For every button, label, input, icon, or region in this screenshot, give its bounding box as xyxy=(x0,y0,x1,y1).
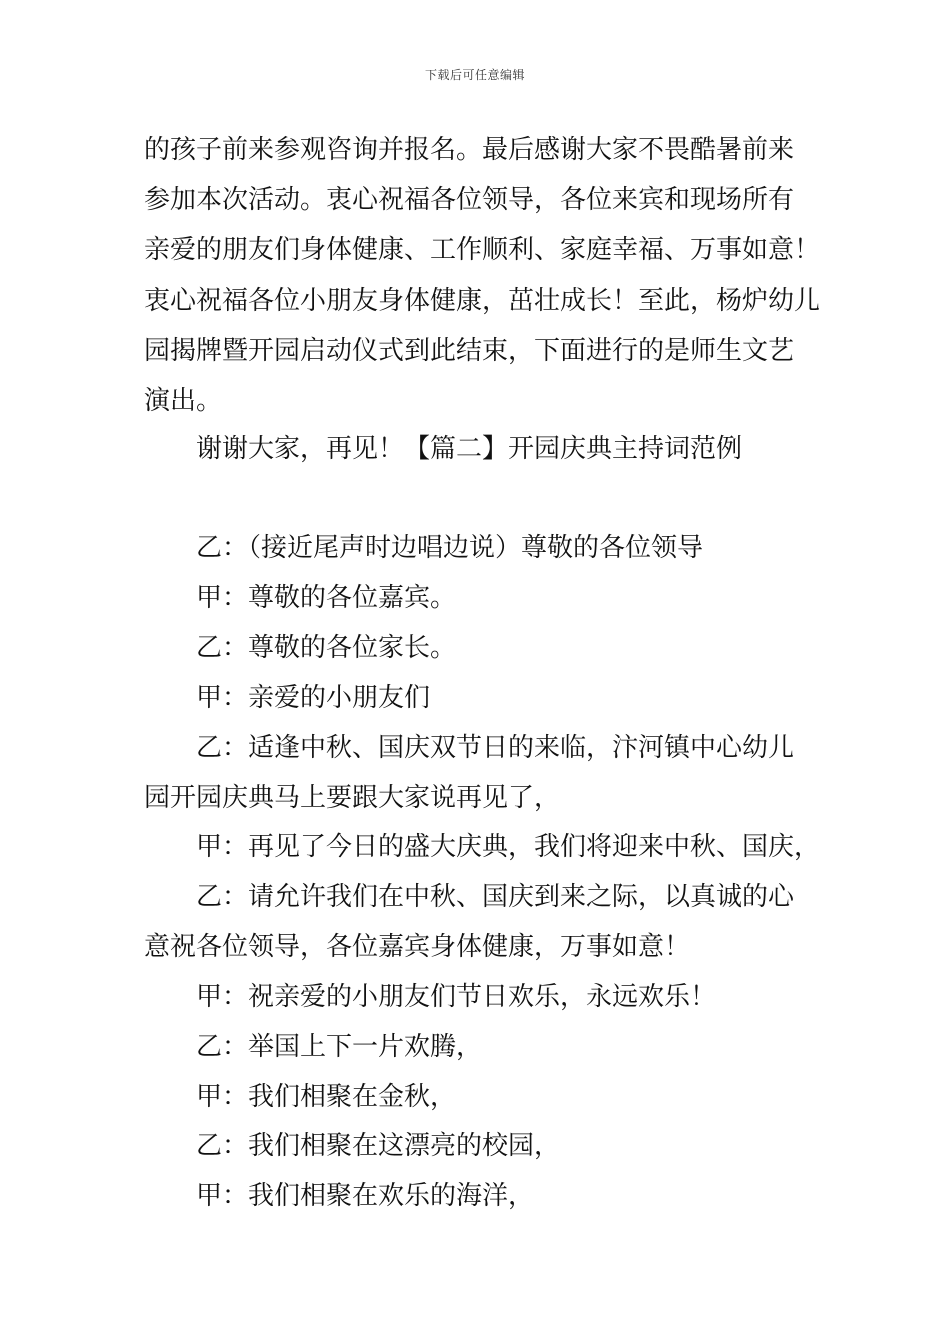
dialogue-line: 乙：举国上下一片欢腾， xyxy=(196,1032,483,1062)
body-line: 园揭牌暨开园启动仪式到此结束，下面进行的是师生文艺 xyxy=(144,336,795,366)
dialogue-line: 乙：我们相聚在这漂亮的校园， xyxy=(196,1131,561,1161)
dialogue-line: 园开园庆典马上要跟大家说再见了， xyxy=(144,783,561,813)
body-line: 演出。 xyxy=(144,386,223,416)
dialogue-line: 乙：适逢中秋、国庆双节日的来临，汴河镇中心幼儿 xyxy=(196,733,795,763)
page-header: 下载后可任意编辑 xyxy=(424,68,525,82)
dialogue-line: 乙：（接近尾声时边唱边说）尊敬的各位领导 xyxy=(196,533,704,563)
body-line: 衷心祝福各位小朋友身体健康，茁壮成长！至此，杨炉幼儿 xyxy=(144,286,821,316)
dialogue-line: 甲：亲爱的小朋友们 xyxy=(196,683,431,713)
body-line: 的孩子前来参观咨询并报名。最后感谢大家不畏酷暑前来 xyxy=(144,135,795,165)
body-line: 亲爱的朋友们身体健康、工作顺利、家庭幸福、万事如意！ xyxy=(144,235,821,265)
body-line: 参加本次活动。衷心祝福各位领导，各位来宾和现场所有 xyxy=(144,185,795,215)
dialogue-line: 甲：我们相聚在金秋， xyxy=(196,1082,457,1112)
body-line: 谢谢大家，再见！【篇二】开园庆典主持词范例 xyxy=(196,434,743,464)
dialogue-line: 甲：再见了今日的盛大庆典，我们将迎来中秋、国庆， xyxy=(196,832,821,862)
dialogue-line: 乙：请允许我们在中秋、国庆到来之际，以真诚的心 xyxy=(196,882,795,912)
dialogue-line: 甲：祝亲爱的小朋友们节日欢乐，永远欢乐！ xyxy=(196,982,717,1012)
dialogue-line: 乙：尊敬的各位家长。 xyxy=(196,633,457,663)
dialogue-line: 甲：尊敬的各位嘉宾。 xyxy=(196,583,457,613)
dialogue-line: 意祝各位领导，各位嘉宾身体健康，万事如意！ xyxy=(144,932,691,962)
dialogue-line: 甲：我们相聚在欢乐的海洋， xyxy=(196,1181,535,1211)
